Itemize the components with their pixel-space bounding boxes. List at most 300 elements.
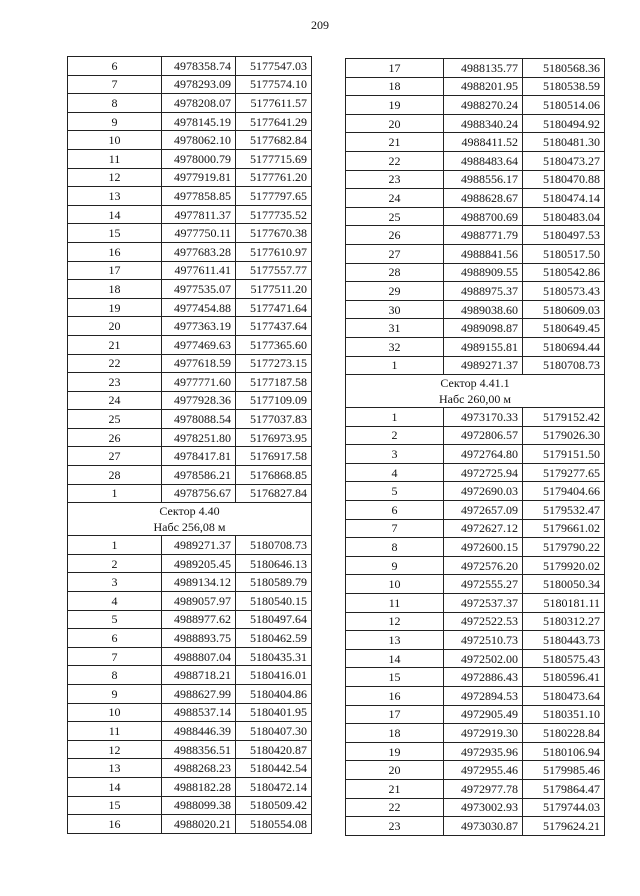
- table-row: [346, 705, 605, 724]
- coord-x: 4978293.09: [162, 75, 236, 94]
- coord-y: 5180473.64: [523, 687, 605, 706]
- coord-x: 4972576.20: [444, 556, 523, 575]
- coord-x: 4978062.10: [162, 131, 236, 150]
- coord-y: 5177682.84: [236, 131, 312, 150]
- coord-x: 4978088.54: [162, 410, 236, 429]
- point-number: 20: [68, 317, 162, 336]
- coord-x: 4989271.37: [162, 536, 236, 555]
- table-row: [346, 207, 605, 226]
- coord-y: 5180568.36: [523, 59, 605, 78]
- point-number: 4: [68, 592, 162, 611]
- table-row: [68, 354, 312, 373]
- point-number: 14: [68, 777, 162, 796]
- table-row: [346, 575, 605, 594]
- coord-y: 5180575.43: [523, 649, 605, 668]
- table-row: [68, 335, 312, 354]
- table-row: [68, 777, 312, 796]
- coord-y: 5179277.65: [523, 463, 605, 482]
- page-number: 209: [311, 18, 329, 32]
- coord-x: 4977919.81: [162, 168, 236, 187]
- coord-x: 4973002.93: [444, 798, 523, 817]
- coord-x: 4972537.37: [444, 594, 523, 613]
- coord-x: 4978586.21: [162, 466, 236, 485]
- coord-x: 4977363.19: [162, 317, 236, 336]
- coord-y: 5177273.15: [236, 354, 312, 373]
- coord-x: 4972690.03: [444, 482, 523, 501]
- table-row: [68, 740, 312, 759]
- point-number: 7: [68, 75, 162, 94]
- coord-x: 4972806.57: [444, 426, 523, 445]
- coord-y: 5180497.53: [523, 226, 605, 245]
- coord-y: 5179920.02: [523, 556, 605, 575]
- table-row: [68, 554, 312, 573]
- table-row: [68, 447, 312, 466]
- point-number: 15: [68, 796, 162, 815]
- point-number: 18: [346, 77, 444, 96]
- table-row: [346, 649, 605, 668]
- point-number: 16: [346, 687, 444, 706]
- table-row: [68, 428, 312, 447]
- coord-y: 5180708.73: [523, 356, 605, 375]
- coord-x: 4972600.15: [444, 538, 523, 557]
- coord-y: 5177641.29: [236, 112, 312, 131]
- coord-y: 5177610.97: [236, 242, 312, 261]
- coord-x: 4989057.97: [162, 592, 236, 611]
- point-number: 21: [346, 133, 444, 152]
- point-number: 2: [346, 426, 444, 445]
- table-row: [346, 319, 605, 338]
- coord-y: 5180694.44: [523, 337, 605, 356]
- table-row: [68, 722, 312, 741]
- point-number: 1: [346, 408, 444, 427]
- point-number: 19: [346, 96, 444, 115]
- coord-y: 5180609.03: [523, 300, 605, 319]
- table-row: [68, 168, 312, 187]
- table-row: [346, 133, 605, 152]
- coord-x: 4989271.37: [444, 356, 523, 375]
- coord-x: 4988340.24: [444, 114, 523, 133]
- table-row: [346, 501, 605, 520]
- point-number: 27: [346, 244, 444, 263]
- point-number: 18: [346, 724, 444, 743]
- coord-x: 4988556.17: [444, 170, 523, 189]
- point-number: 6: [346, 501, 444, 520]
- coord-x: 4988628.67: [444, 189, 523, 208]
- coord-y: 5177557.77: [236, 261, 312, 280]
- point-number: 12: [346, 612, 444, 631]
- coord-y: 5180517.50: [523, 244, 605, 263]
- point-number: 29: [346, 282, 444, 301]
- coord-x: 4972725.94: [444, 463, 523, 482]
- coord-x: 4978358.74: [162, 57, 236, 76]
- table-row: [68, 796, 312, 815]
- table-row: [346, 668, 605, 687]
- table-row: [346, 77, 605, 96]
- point-number: 15: [68, 224, 162, 243]
- coord-x: 4973170.33: [444, 408, 523, 427]
- left-section-subtitle: Набс 256,08 м: [153, 520, 226, 535]
- table-row: [346, 482, 605, 501]
- coord-y: 5180435.31: [236, 647, 312, 666]
- coord-y: 5176827.84: [236, 484, 312, 503]
- coord-y: 5180407.30: [236, 722, 312, 741]
- coord-y: 5177547.03: [236, 57, 312, 76]
- point-number: 20: [346, 114, 444, 133]
- table-row: [346, 59, 605, 78]
- table-row: [68, 242, 312, 261]
- point-number: 13: [68, 187, 162, 206]
- coord-x: 4988975.37: [444, 282, 523, 301]
- table-row: [68, 373, 312, 392]
- table-row: [68, 391, 312, 410]
- table-row: [346, 408, 605, 427]
- table-row: [68, 647, 312, 666]
- right-rows-b: [346, 408, 605, 836]
- table-row: [68, 205, 312, 224]
- point-number: 28: [68, 466, 162, 485]
- point-number: 17: [346, 59, 444, 78]
- coord-y: 5180312.27: [523, 612, 605, 631]
- coord-x: 4977535.07: [162, 280, 236, 299]
- point-number: 27: [68, 447, 162, 466]
- table-row: [68, 75, 312, 94]
- coord-x: 4972955.46: [444, 761, 523, 780]
- table-row: [346, 594, 605, 613]
- table-row: [68, 759, 312, 778]
- coord-y: 5177471.64: [236, 298, 312, 317]
- table-row: [68, 466, 312, 485]
- point-number: 11: [68, 149, 162, 168]
- table-row: [346, 817, 605, 836]
- point-number: 16: [68, 242, 162, 261]
- coord-x: 4972905.49: [444, 705, 523, 724]
- coord-x: 4972657.09: [444, 501, 523, 520]
- coord-y: 5180442.54: [236, 759, 312, 778]
- left-rows-a: [68, 57, 312, 503]
- coord-y: 5180474.14: [523, 189, 605, 208]
- point-number: 7: [346, 519, 444, 538]
- point-number: 9: [68, 685, 162, 704]
- coord-y: 5177611.57: [236, 94, 312, 113]
- coord-y: 5180462.59: [236, 629, 312, 648]
- point-number: 19: [346, 742, 444, 761]
- table-row: [346, 445, 605, 464]
- coord-y: 5179864.47: [523, 779, 605, 798]
- table-row: [68, 131, 312, 150]
- coord-x: 4977618.59: [162, 354, 236, 373]
- point-number: 10: [68, 703, 162, 722]
- point-number: 21: [346, 779, 444, 798]
- point-number: 8: [346, 538, 444, 557]
- coord-x: 4973030.87: [444, 817, 523, 836]
- point-number: 6: [68, 629, 162, 648]
- coord-y: 5180420.87: [236, 740, 312, 759]
- coord-y: 5180351.10: [523, 705, 605, 724]
- coord-x: 4988446.39: [162, 722, 236, 741]
- point-number: 30: [346, 300, 444, 319]
- coord-y: 5179152.42: [523, 408, 605, 427]
- coord-y: 5180470.88: [523, 170, 605, 189]
- point-number: 28: [346, 263, 444, 282]
- coord-x: 4988977.62: [162, 610, 236, 629]
- point-number: 1: [68, 536, 162, 555]
- point-number: 16: [68, 815, 162, 834]
- point-number: 14: [68, 205, 162, 224]
- point-number: 12: [68, 740, 162, 759]
- table-row: [346, 337, 605, 356]
- table-row: [68, 629, 312, 648]
- table-row: [346, 779, 605, 798]
- point-number: 12: [68, 168, 162, 187]
- table-row: [346, 519, 605, 538]
- point-number: 11: [346, 594, 444, 613]
- coord-x: 4977683.28: [162, 242, 236, 261]
- table-row: [68, 573, 312, 592]
- coord-y: 5180494.92: [523, 114, 605, 133]
- point-number: 25: [346, 207, 444, 226]
- coord-x: 4977858.85: [162, 187, 236, 206]
- table-row: [68, 187, 312, 206]
- coord-y: 5180472.14: [236, 777, 312, 796]
- coord-x: 4988807.04: [162, 647, 236, 666]
- right-section-title: Сектор 4.41.1: [440, 376, 510, 391]
- coord-y: 5180416.01: [236, 666, 312, 685]
- coord-y: 5180228.84: [523, 724, 605, 743]
- coord-x: 4988135.77: [444, 59, 523, 78]
- table-row: [346, 244, 605, 263]
- coord-y: 5179661.02: [523, 519, 605, 538]
- coord-y: 5180708.73: [236, 536, 312, 555]
- table-row: [346, 724, 605, 743]
- coord-y: 5179532.47: [523, 501, 605, 520]
- coord-y: 5180404.86: [236, 685, 312, 704]
- coord-x: 4972502.00: [444, 649, 523, 668]
- table-row: [346, 687, 605, 706]
- coord-y: 5180181.11: [523, 594, 605, 613]
- coord-y: 5180649.45: [523, 319, 605, 338]
- coord-y: 5177187.58: [236, 373, 312, 392]
- coord-x: 4988718.21: [162, 666, 236, 685]
- coord-y: 5180106.94: [523, 742, 605, 761]
- coord-y: 5180481.30: [523, 133, 605, 152]
- coord-x: 4988201.95: [444, 77, 523, 96]
- point-number: 10: [68, 131, 162, 150]
- point-number: 6: [68, 57, 162, 76]
- table-row: [68, 280, 312, 299]
- left-coordinates-table: [67, 56, 312, 834]
- table-row: [68, 298, 312, 317]
- coord-x: 4972894.53: [444, 687, 523, 706]
- point-number: 15: [346, 668, 444, 687]
- point-number: 13: [346, 631, 444, 650]
- coord-x: 4988099.38: [162, 796, 236, 815]
- left-section-header: [68, 503, 312, 536]
- coord-y: 5180443.73: [523, 631, 605, 650]
- coord-y: 5177365.60: [236, 335, 312, 354]
- point-number: 11: [68, 722, 162, 741]
- point-number: 23: [346, 817, 444, 836]
- coord-y: 5176868.85: [236, 466, 312, 485]
- coord-y: 5180573.43: [523, 282, 605, 301]
- table-row: [346, 556, 605, 575]
- coord-x: 4978208.07: [162, 94, 236, 113]
- point-number: 7: [68, 647, 162, 666]
- coord-y: 5177437.64: [236, 317, 312, 336]
- coord-x: 4972510.73: [444, 631, 523, 650]
- coord-x: 4972886.43: [444, 668, 523, 687]
- point-number: 18: [68, 280, 162, 299]
- table-row: [68, 815, 312, 834]
- table-row: [346, 631, 605, 650]
- coord-x: 4988356.51: [162, 740, 236, 759]
- coord-x: 4988893.75: [162, 629, 236, 648]
- point-number: 26: [346, 226, 444, 245]
- coord-y: 5177037.83: [236, 410, 312, 429]
- coord-x: 4978000.79: [162, 149, 236, 168]
- point-number: 13: [68, 759, 162, 778]
- coord-y: 5177574.10: [236, 75, 312, 94]
- point-number: 19: [68, 298, 162, 317]
- point-number: 22: [68, 354, 162, 373]
- coord-x: 4988537.14: [162, 703, 236, 722]
- left-rows-b: [68, 536, 312, 834]
- point-number: 20: [346, 761, 444, 780]
- coord-x: 4972522.53: [444, 612, 523, 631]
- coord-y: 5177715.69: [236, 149, 312, 168]
- coord-x: 4989155.81: [444, 337, 523, 356]
- right-section-subtitle: Набс 260,00 м: [438, 392, 512, 407]
- table-row: [346, 96, 605, 115]
- table-row: [68, 703, 312, 722]
- point-number: 2: [68, 554, 162, 573]
- table-row: [68, 666, 312, 685]
- coord-x: 4988841.56: [444, 244, 523, 263]
- coord-y: 5179790.22: [523, 538, 605, 557]
- coord-x: 4988182.28: [162, 777, 236, 796]
- coord-x: 4988268.23: [162, 759, 236, 778]
- table-row: [68, 685, 312, 704]
- coord-x: 4977469.63: [162, 335, 236, 354]
- table-row: [68, 57, 312, 76]
- coord-y: 5179744.03: [523, 798, 605, 817]
- table-row: [68, 94, 312, 113]
- point-number: 23: [68, 373, 162, 392]
- point-number: 3: [68, 573, 162, 592]
- table-row: [68, 410, 312, 429]
- coord-y: 5180509.42: [236, 796, 312, 815]
- coord-y: 5177761.20: [236, 168, 312, 187]
- coord-y: 5180596.41: [523, 668, 605, 687]
- coord-y: 5180401.95: [236, 703, 312, 722]
- table-row: [346, 189, 605, 208]
- coord-x: 4972935.96: [444, 742, 523, 761]
- coord-y: 5180540.15: [236, 592, 312, 611]
- table-row: [68, 261, 312, 280]
- coord-y: 5180514.06: [523, 96, 605, 115]
- point-number: 24: [68, 391, 162, 410]
- table-row: [346, 612, 605, 631]
- point-number: 1: [346, 356, 444, 375]
- table-row: [346, 426, 605, 445]
- point-number: 8: [68, 94, 162, 113]
- table-row: [68, 317, 312, 336]
- coord-x: 4977611.41: [162, 261, 236, 280]
- point-number: 10: [346, 575, 444, 594]
- coord-y: 5176917.58: [236, 447, 312, 466]
- point-number: 32: [346, 337, 444, 356]
- coord-y: 5180538.59: [523, 77, 605, 96]
- point-number: 25: [68, 410, 162, 429]
- point-number: 1: [68, 484, 162, 503]
- table-row: [68, 484, 312, 503]
- coord-x: 4972555.27: [444, 575, 523, 594]
- table-row: [68, 592, 312, 611]
- coord-y: 5177511.20: [236, 280, 312, 299]
- table-row: [68, 536, 312, 555]
- point-number: 17: [346, 705, 444, 724]
- coord-x: 4977454.88: [162, 298, 236, 317]
- table-row: [346, 356, 605, 375]
- coord-y: 5177797.65: [236, 187, 312, 206]
- coord-y: 5179026.30: [523, 426, 605, 445]
- coord-y: 5179404.66: [523, 482, 605, 501]
- table-row: [346, 282, 605, 301]
- coord-x: 4978251.80: [162, 428, 236, 447]
- coord-y: 5180542.86: [523, 263, 605, 282]
- table-row: [68, 112, 312, 131]
- table-row: [68, 149, 312, 168]
- coord-x: 4988411.52: [444, 133, 523, 152]
- coord-y: 5177670.38: [236, 224, 312, 243]
- coord-x: 4988909.55: [444, 263, 523, 282]
- coord-y: 5179624.21: [523, 817, 605, 836]
- coord-x: 4988020.21: [162, 815, 236, 834]
- coord-x: 4972977.78: [444, 779, 523, 798]
- coord-x: 4988627.99: [162, 685, 236, 704]
- right-rows-a: [346, 59, 605, 375]
- coord-x: 4989098.87: [444, 319, 523, 338]
- coord-x: 4988771.79: [444, 226, 523, 245]
- table-row: [346, 798, 605, 817]
- table-row: [346, 263, 605, 282]
- left-section-title: Сектор 4.40: [159, 504, 220, 519]
- coord-x: 4988700.69: [444, 207, 523, 226]
- coord-x: 4978417.81: [162, 447, 236, 466]
- point-number: 4: [346, 463, 444, 482]
- coord-x: 4988270.24: [444, 96, 523, 115]
- table-row: [346, 170, 605, 189]
- coord-x: 4972627.12: [444, 519, 523, 538]
- coord-y: 5179985.46: [523, 761, 605, 780]
- coord-y: 5180050.34: [523, 575, 605, 594]
- coord-x: 4988483.64: [444, 151, 523, 170]
- coord-x: 4989134.12: [162, 573, 236, 592]
- coord-x: 4978756.67: [162, 484, 236, 503]
- point-number: 17: [68, 261, 162, 280]
- point-number: 23: [346, 170, 444, 189]
- coord-x: 4972764.80: [444, 445, 523, 464]
- coord-y: 5180483.04: [523, 207, 605, 226]
- point-number: 3: [346, 445, 444, 464]
- point-number: 22: [346, 798, 444, 817]
- coord-x: 4977928.36: [162, 391, 236, 410]
- coord-y: 5177109.09: [236, 391, 312, 410]
- point-number: 5: [68, 610, 162, 629]
- point-number: 5: [346, 482, 444, 501]
- coord-x: 4989038.60: [444, 300, 523, 319]
- coord-y: 5180589.79: [236, 573, 312, 592]
- coord-y: 5180497.64: [236, 610, 312, 629]
